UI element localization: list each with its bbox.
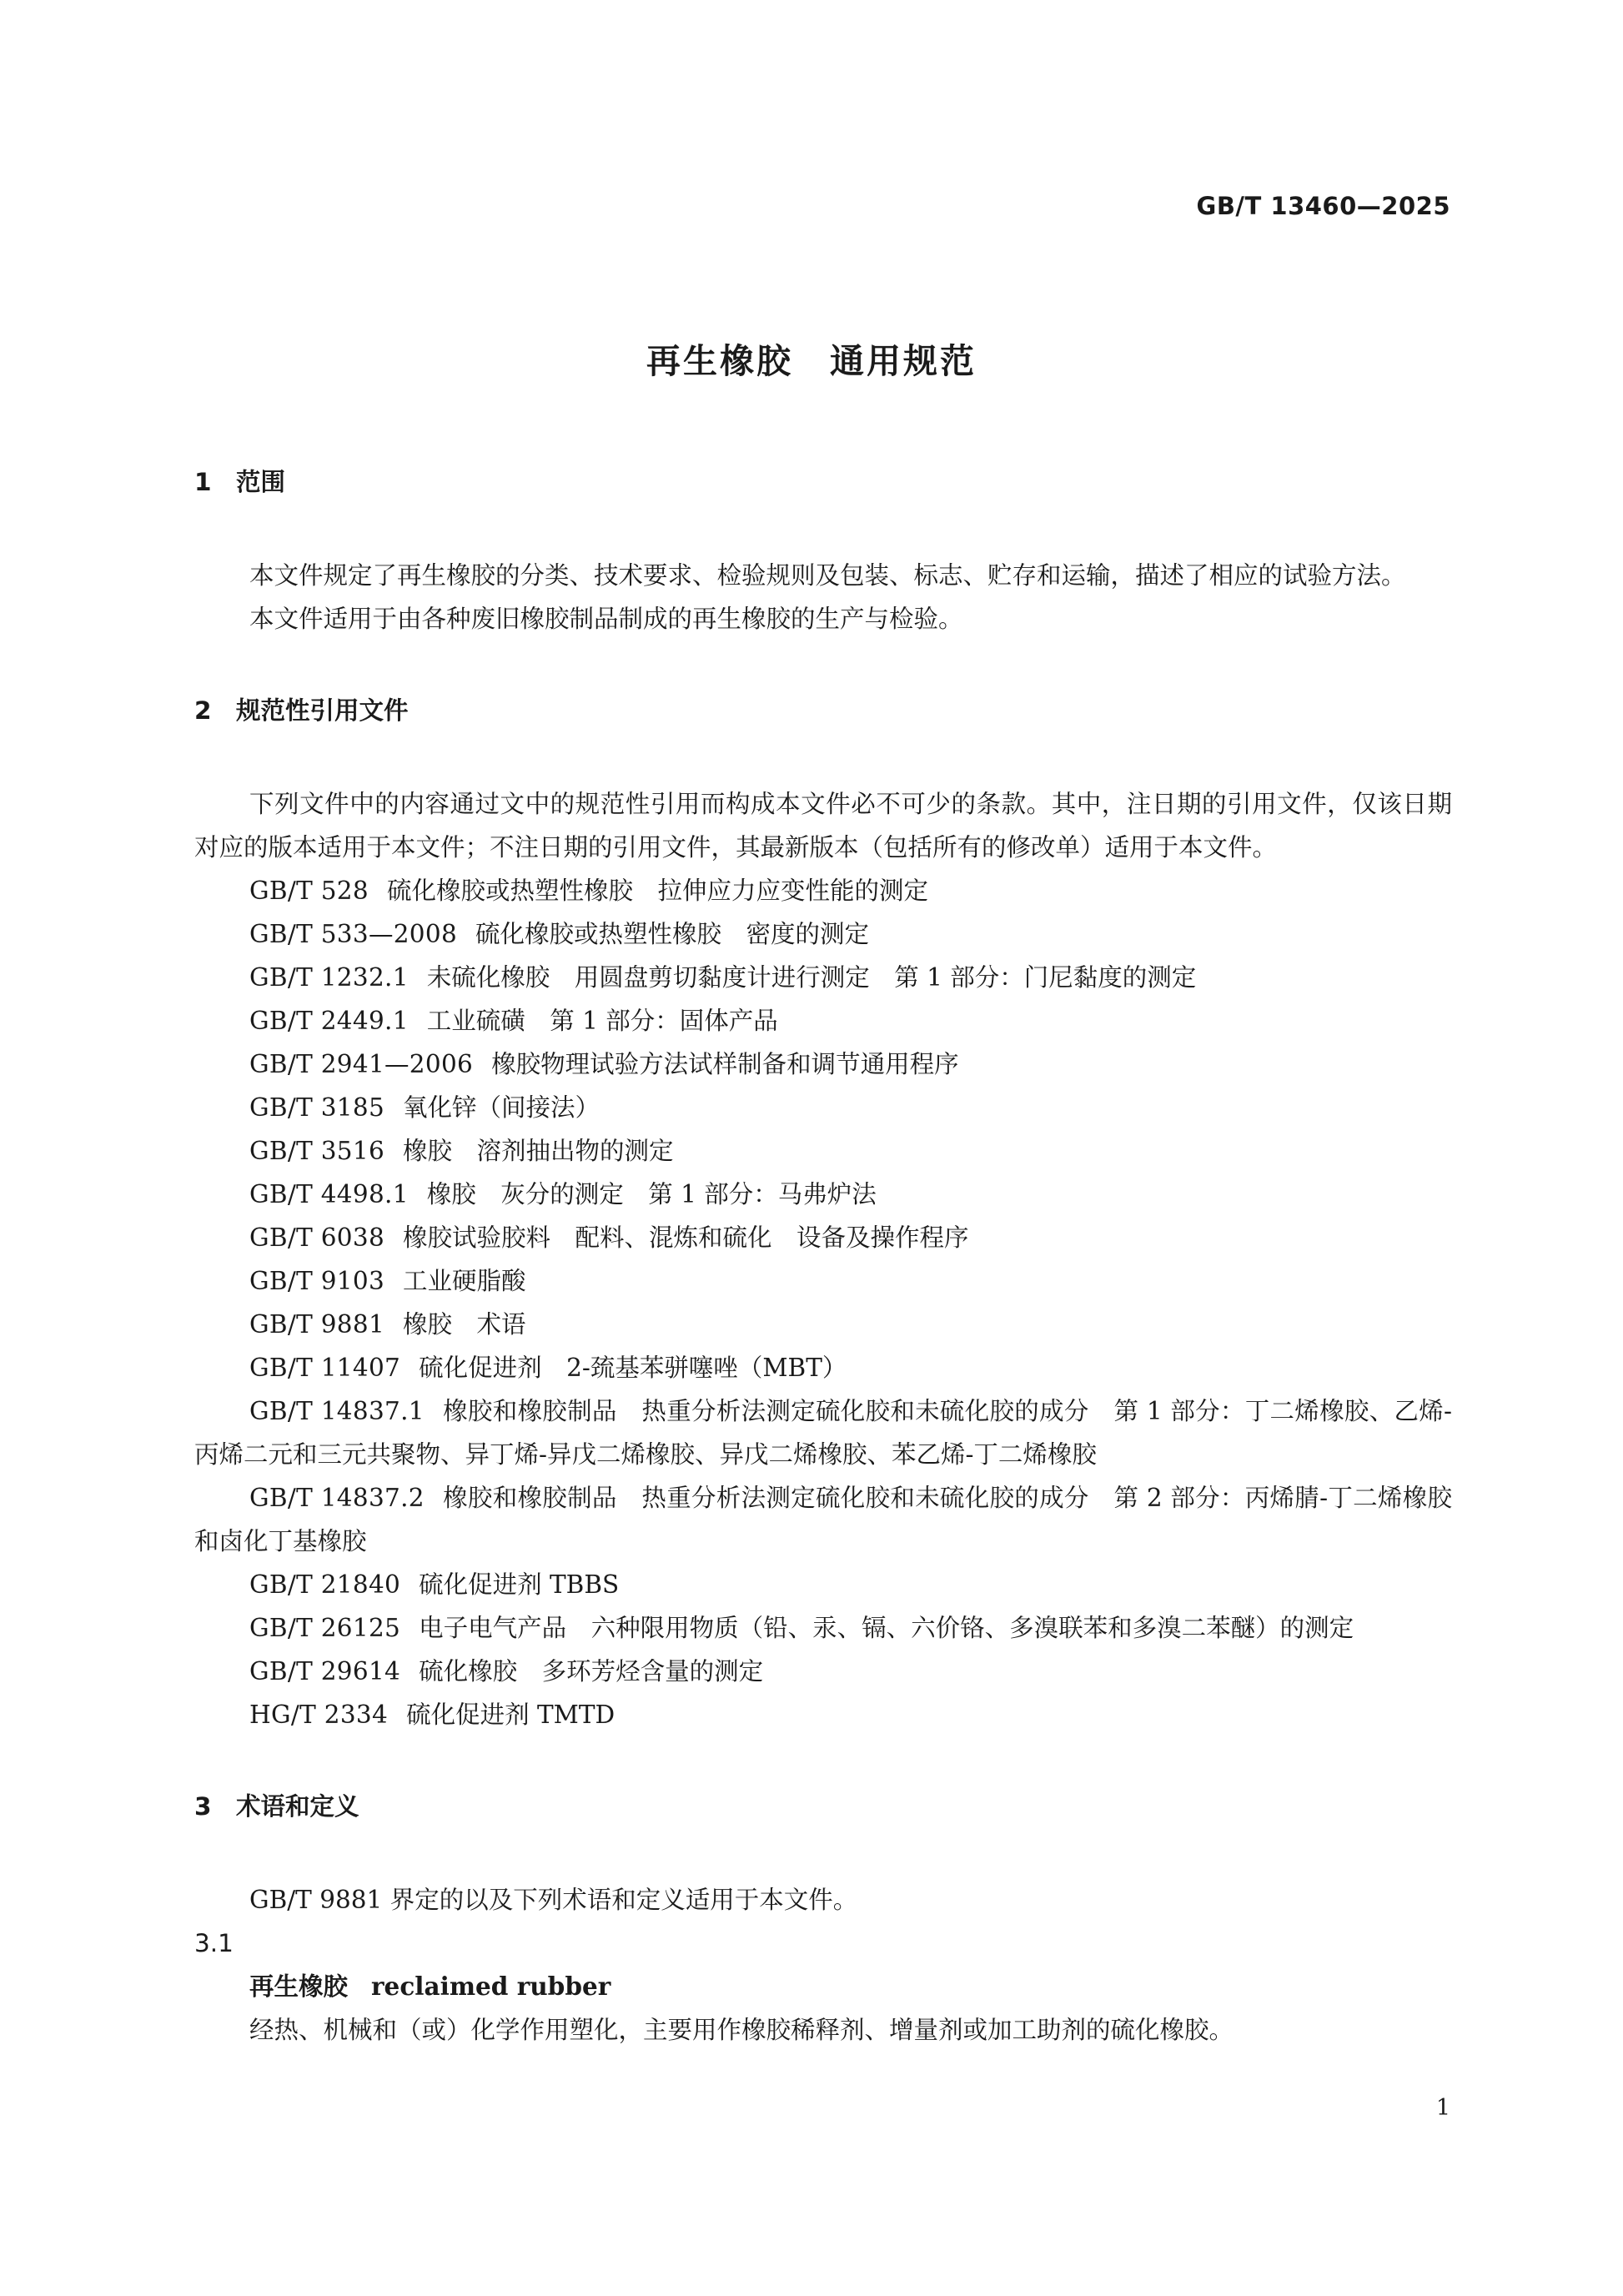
term-chinese: 再生橡胶 [249,1972,349,2001]
page-number: 1 [1435,2095,1450,2121]
reference-title: 橡胶和橡胶制品 热重分析法测定硫化胶和未硫化胶的成分 第 1 部分：丁二烯橡胶、乙烯-丙烯二元和三元共聚物、异丁烯-异戊二烯橡胶、异戊二烯橡胶、苯乙烯-丁二烯橡胶 [194,1397,1452,1469]
section-number: 3 [194,1792,212,1821]
reference-code: GB/T 6038 [249,1223,385,1252]
reference-title: 橡胶和橡胶制品 热重分析法测定硫化胶和未硫化胶的成分 第 2 部分：丙烯腈-丁二烯橡胶和卤化丁基橡胶 [194,1484,1452,1555]
reference-title: 橡胶 溶剂抽出物的测定 [403,1137,674,1165]
section-title: 规范性引用文件 [236,696,409,725]
section-heading-scope [194,460,1452,504]
section-heading-normative [194,689,1452,732]
reference-item [194,912,1452,956]
reference-title: 工业硬脂酸 [403,1267,526,1295]
reference-code: GB/T 1232.1 [249,963,409,992]
terms-intro: GB/T 9881 界定的以及下列术语和定义适用于本文件。 [249,1886,858,1914]
reference-item [194,1693,1452,1736]
reference-title: 未硫化橡胶 用圆盘剪切黏度计进行测定 第 1 部分：门尼黏度的测定 [426,963,1197,992]
section-number: 2 [194,696,212,725]
document-title: 再生橡胶 通用规范 [646,341,977,381]
reference-item [194,1173,1452,1216]
reference-code: GB/T 3516 [249,1137,385,1165]
reference-code: GB/T 9881 [249,1310,385,1339]
reference-item [194,1606,1452,1650]
reference-code: GB/T 533—2008 [249,920,458,948]
reference-code: GB/T 4498.1 [249,1180,409,1208]
term-english: reclaimed rubber [371,1972,611,2001]
reference-code: GB/T 11407 [249,1354,401,1382]
reference-title: 橡胶 术语 [403,1310,526,1339]
reference-list [194,869,1452,1736]
reference-code: GB/T 2449.1 [249,1007,409,1035]
normative-intro: 下列文件中的内容通过文中的规范性引用而构成本文件必不可少的条款。其中，注日期的引用文件，仅该日期对应的版本适用于本文件；不注日期的引用文件，其最新版本（包括所有的修改单）适用于本文件。 [194,790,1452,862]
reference-code: GB/T 26125 [249,1614,401,1642]
reference-item [194,1476,1452,1563]
reference-title: 橡胶 灰分的测定 第 1 部分：马弗炉法 [426,1180,877,1208]
scope-paragraph: 本文件适用于由各种废旧橡胶制品制成的再生橡胶的生产与检验。 [249,605,963,633]
reference-title: 电子电气产品 六种限用物质（铅、汞、镉、六价铬、多溴联苯和多溴二苯醚）的测定 [419,1614,1354,1642]
reference-title: 硫化促进剂 TBBS [419,1570,620,1599]
standard-number: GB/T 13460—2025 [1196,192,1450,220]
reference-title: 硫化橡胶或热塑性橡胶 密度的测定 [475,920,870,948]
section-title: 术语和定义 [236,1792,359,1821]
reference-title: 氧化锌（间接法） [403,1093,600,1122]
reference-item [194,1346,1452,1389]
section-heading-terms [194,1785,1452,1828]
reference-code: GB/T 2941—2006 [249,1050,474,1078]
reference-code: HG/T 2334 [249,1701,389,1729]
reference-item [194,1086,1452,1129]
section-number: 1 [194,468,212,496]
reference-code: GB/T 14837.2 [249,1484,425,1512]
reference-code: GB/T 29614 [249,1657,401,1686]
term-number: 3.1 [194,1929,234,1957]
reference-code: GB/T 9103 [249,1267,385,1295]
reference-code: GB/T 14837.1 [249,1397,425,1425]
term-definition: 经热、机械和（或）化学作用塑化，主要用作橡胶稀释剂、增量剂或加工助剂的硫化橡胶。 [249,2016,1234,2044]
reference-item [194,1563,1452,1606]
reference-item [194,1216,1452,1259]
reference-code: GB/T 3185 [249,1093,385,1122]
reference-title: 橡胶试验胶料 配料、混炼和硫化 设备及操作程序 [403,1223,969,1252]
reference-code: GB/T 528 [249,877,369,905]
reference-item [194,1259,1452,1303]
reference-item [194,1389,1452,1476]
reference-item [194,1650,1452,1693]
reference-title: 硫化促进剂 TMTD [406,1701,616,1729]
reference-title: 硫化促进剂 2-巯基苯骈噻唑（MBT） [419,1354,847,1382]
scope-paragraph: 本文件规定了再生橡胶的分类、技术要求、检验规则及包装、标志、贮存和运输，描述了相应的试验方法。 [249,561,1406,590]
reference-item [194,869,1452,912]
reference-code: GB/T 21840 [249,1570,401,1599]
document-body [194,460,1452,2052]
reference-title: 橡胶物理试验方法试样制备和调节通用程序 [491,1050,959,1078]
section-title: 范围 [236,468,286,496]
reference-item [194,956,1452,999]
reference-item [194,1042,1452,1086]
reference-item [194,1303,1452,1346]
reference-item [194,999,1452,1042]
reference-title: 工业硫磺 第 1 部分：固体产品 [426,1007,778,1035]
reference-title: 硫化橡胶或热塑性橡胶 拉伸应力应变性能的测定 [386,877,928,905]
reference-title: 硫化橡胶 多环芳烃含量的测定 [419,1657,764,1686]
reference-item [194,1129,1452,1173]
term-heading [194,1965,1452,2008]
